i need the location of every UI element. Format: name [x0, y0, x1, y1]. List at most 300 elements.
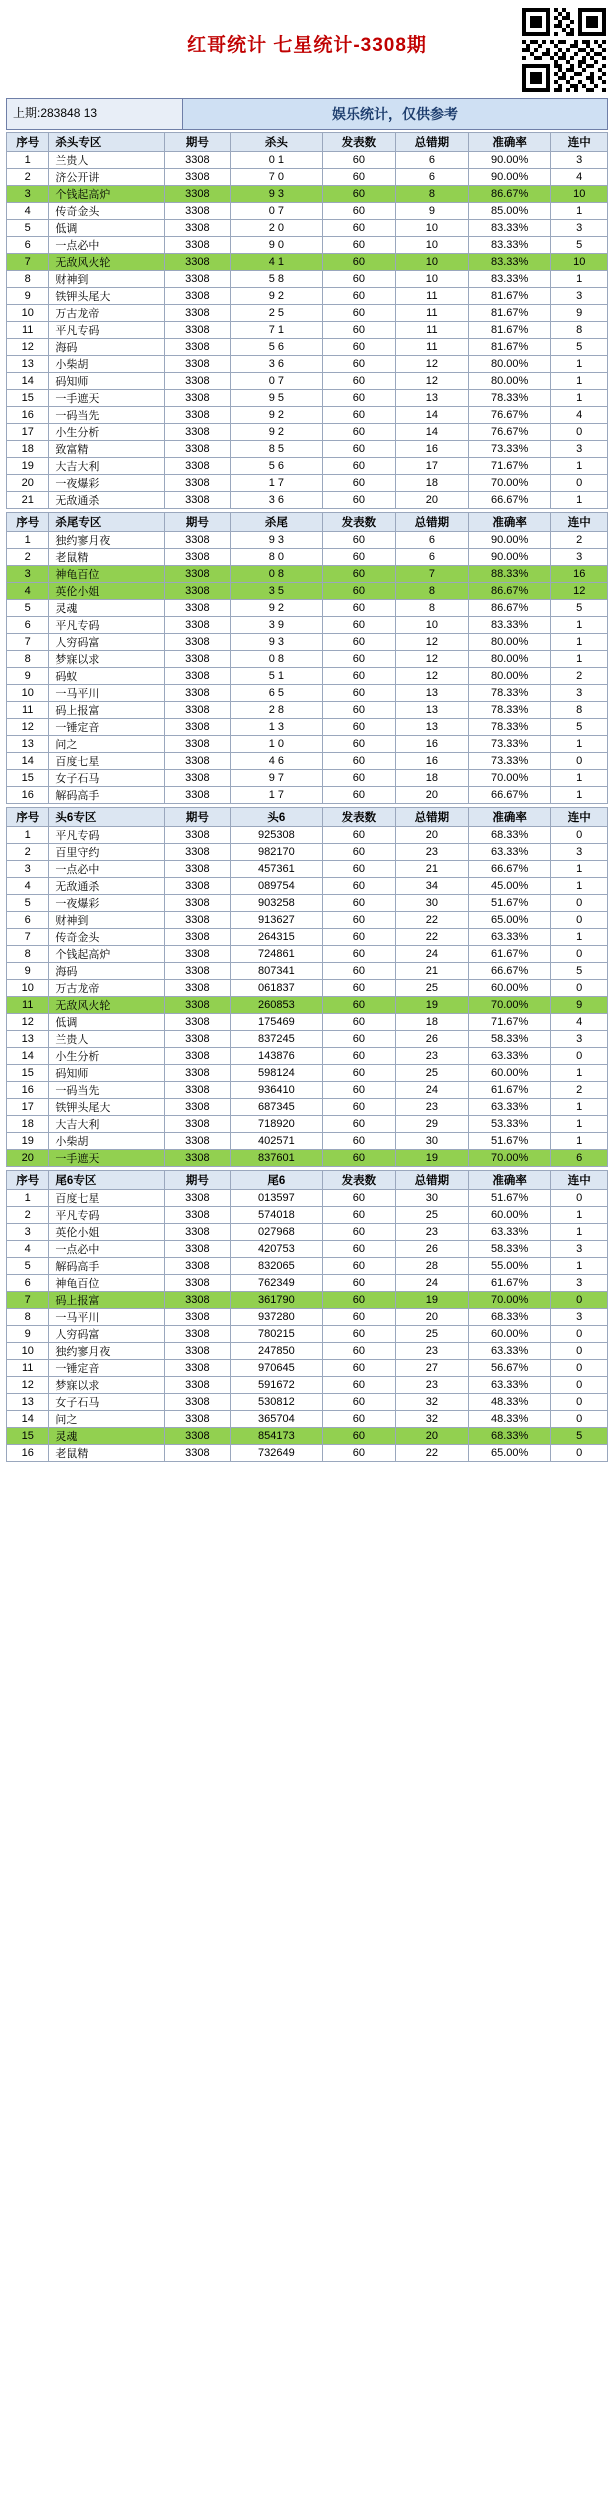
cell-errors: 6 — [395, 549, 468, 566]
cell-index: 5 — [7, 1258, 49, 1275]
cell-errors: 28 — [395, 1258, 468, 1275]
table-row — [7, 1360, 608, 1377]
cell-errors: 16 — [395, 441, 468, 458]
cell-streak: 1 — [551, 878, 608, 895]
cell-streak: 3 — [551, 1241, 608, 1258]
cell-issue: 60 — [322, 169, 395, 186]
cell-errors: 20 — [395, 1309, 468, 1326]
cell-issue: 60 — [322, 878, 395, 895]
cell-streak: 4 — [551, 169, 608, 186]
cell-issue: 60 — [322, 203, 395, 220]
cell-issue: 60 — [322, 1258, 395, 1275]
cell-streak: 0 — [551, 424, 608, 441]
cell-index: 6 — [7, 912, 49, 929]
cell-period: 3308 — [164, 1031, 230, 1048]
cell-errors: 12 — [395, 373, 468, 390]
cell-zone: 神龟百位 — [49, 566, 164, 583]
cell-issue: 60 — [322, 566, 395, 583]
cell-errors: 14 — [395, 407, 468, 424]
cell-index: 12 — [7, 339, 49, 356]
cell-value: 089754 — [230, 878, 322, 895]
cell-errors: 20 — [395, 787, 468, 804]
cell-index: 9 — [7, 1326, 49, 1343]
col-value: 杀尾 — [230, 513, 322, 532]
cell-value: 5 1 — [230, 668, 322, 685]
cell-accuracy: 78.33% — [468, 685, 550, 702]
table-row — [7, 1241, 608, 1258]
cell-streak: 1 — [551, 1116, 608, 1133]
cell-value: 1 0 — [230, 736, 322, 753]
cell-zone: 一锤定音 — [49, 1360, 164, 1377]
cell-issue: 60 — [322, 1099, 395, 1116]
cell-index: 20 — [7, 475, 49, 492]
cell-accuracy: 78.33% — [468, 702, 550, 719]
cell-issue: 60 — [322, 736, 395, 753]
cell-streak: 5 — [551, 339, 608, 356]
cell-index: 18 — [7, 1116, 49, 1133]
cell-issue: 60 — [322, 1377, 395, 1394]
cell-index: 1 — [7, 827, 49, 844]
page-title: 红哥统计 七星统计-3308期 — [187, 35, 427, 56]
cell-streak: 1 — [551, 1133, 608, 1150]
cell-index: 11 — [7, 702, 49, 719]
table-row — [7, 1309, 608, 1326]
table-row — [7, 1411, 608, 1428]
cell-value: 807341 — [230, 963, 322, 980]
cell-streak: 1 — [551, 736, 608, 753]
cell-period: 3308 — [164, 861, 230, 878]
cell-period: 3308 — [164, 1099, 230, 1116]
cell-value: 837601 — [230, 1150, 322, 1167]
table-row — [7, 929, 608, 946]
cell-issue: 60 — [322, 407, 395, 424]
cell-streak: 12 — [551, 583, 608, 600]
cell-issue: 60 — [322, 492, 395, 509]
cell-issue: 60 — [322, 844, 395, 861]
cell-index: 1 — [7, 1190, 49, 1207]
cell-errors: 23 — [395, 1099, 468, 1116]
cell-streak: 5 — [551, 237, 608, 254]
table-row — [7, 475, 608, 492]
table-row — [7, 1014, 608, 1031]
cell-value: 982170 — [230, 844, 322, 861]
cell-streak: 3 — [551, 1275, 608, 1292]
cell-accuracy: 45.00% — [468, 878, 550, 895]
cell-period: 3308 — [164, 305, 230, 322]
cell-issue: 60 — [322, 719, 395, 736]
cell-accuracy: 58.33% — [468, 1031, 550, 1048]
cell-zone: 一点必中 — [49, 861, 164, 878]
cell-accuracy: 63.33% — [468, 1099, 550, 1116]
col-streak: 连中 — [551, 513, 608, 532]
cell-errors: 30 — [395, 1190, 468, 1207]
col-issue: 发表数 — [322, 513, 395, 532]
cell-streak: 2 — [551, 532, 608, 549]
cell-zone: 一点必中 — [49, 1241, 164, 1258]
cell-issue: 60 — [322, 617, 395, 634]
table-row — [7, 1082, 608, 1099]
cell-zone: 人穷码富 — [49, 1326, 164, 1343]
cell-zone: 老鼠精 — [49, 549, 164, 566]
cell-value: 027968 — [230, 1224, 322, 1241]
cell-issue: 60 — [322, 668, 395, 685]
cell-zone: 一夜爆彩 — [49, 895, 164, 912]
cell-zone: 一夜爆彩 — [49, 475, 164, 492]
table-row — [7, 997, 608, 1014]
cell-period: 3308 — [164, 475, 230, 492]
cell-accuracy: 83.33% — [468, 220, 550, 237]
cell-zone: 小柴胡 — [49, 356, 164, 373]
cell-period: 3308 — [164, 220, 230, 237]
cell-period: 3308 — [164, 719, 230, 736]
cell-accuracy: 86.67% — [468, 186, 550, 203]
cell-issue: 60 — [322, 1207, 395, 1224]
cell-streak: 1 — [551, 1258, 608, 1275]
table-row — [7, 1377, 608, 1394]
cell-value: 7 0 — [230, 169, 322, 186]
table-row — [7, 963, 608, 980]
cell-index: 14 — [7, 1048, 49, 1065]
cell-index: 7 — [7, 254, 49, 271]
cell-zone: 一点必中 — [49, 237, 164, 254]
cell-index: 6 — [7, 617, 49, 634]
cell-value: 936410 — [230, 1082, 322, 1099]
cell-zone: 万古龙帝 — [49, 305, 164, 322]
qr-code-icon — [522, 8, 606, 92]
cell-errors: 21 — [395, 963, 468, 980]
cell-index: 8 — [7, 271, 49, 288]
cell-index: 17 — [7, 1099, 49, 1116]
cell-value: 780215 — [230, 1326, 322, 1343]
cell-value: 264315 — [230, 929, 322, 946]
cell-value: 0 7 — [230, 373, 322, 390]
cell-errors: 11 — [395, 305, 468, 322]
cell-streak: 0 — [551, 753, 608, 770]
cell-streak: 1 — [551, 1207, 608, 1224]
table-row — [7, 861, 608, 878]
cell-index: 15 — [7, 770, 49, 787]
cell-index: 5 — [7, 600, 49, 617]
cell-index: 11 — [7, 997, 49, 1014]
cell-value: 903258 — [230, 895, 322, 912]
cell-issue: 60 — [322, 390, 395, 407]
cell-errors: 19 — [395, 1150, 468, 1167]
cell-errors: 23 — [395, 1343, 468, 1360]
cell-value: 247850 — [230, 1343, 322, 1360]
cell-streak: 1 — [551, 1099, 608, 1116]
cell-streak: 1 — [551, 373, 608, 390]
cell-issue: 60 — [322, 583, 395, 600]
cell-value: 0 1 — [230, 152, 322, 169]
cell-accuracy: 80.00% — [468, 634, 550, 651]
cell-zone: 小生分析 — [49, 1048, 164, 1065]
cell-streak: 8 — [551, 322, 608, 339]
cell-zone: 海码 — [49, 339, 164, 356]
cell-errors: 12 — [395, 356, 468, 373]
stats-table-kill-head — [6, 132, 608, 509]
cell-accuracy: 68.33% — [468, 827, 550, 844]
cell-index: 13 — [7, 1394, 49, 1411]
cell-issue: 60 — [322, 237, 395, 254]
cell-issue: 60 — [322, 1224, 395, 1241]
col-accuracy: 准确率 — [468, 1171, 550, 1190]
cell-accuracy: 88.33% — [468, 566, 550, 583]
cell-value: 8 5 — [230, 441, 322, 458]
table-row — [7, 220, 608, 237]
cell-index: 9 — [7, 963, 49, 980]
cell-period: 3308 — [164, 651, 230, 668]
disclaimer-banner: 娱乐统计，仅供参考 — [183, 99, 607, 129]
cell-period: 3308 — [164, 356, 230, 373]
cell-errors: 6 — [395, 152, 468, 169]
cell-index: 10 — [7, 685, 49, 702]
cell-streak: 1 — [551, 458, 608, 475]
cell-zone: 人穷码富 — [49, 634, 164, 651]
cell-accuracy: 81.67% — [468, 339, 550, 356]
cell-streak: 0 — [551, 1190, 608, 1207]
cell-value: 2 0 — [230, 220, 322, 237]
cell-issue: 60 — [322, 1082, 395, 1099]
cell-zone: 码知师 — [49, 373, 164, 390]
cell-period: 3308 — [164, 1275, 230, 1292]
cell-period: 3308 — [164, 407, 230, 424]
cell-index: 10 — [7, 305, 49, 322]
cell-value: 837245 — [230, 1031, 322, 1048]
cell-zone: 铁钾头尾大 — [49, 1099, 164, 1116]
cell-period: 3308 — [164, 844, 230, 861]
cell-accuracy: 63.33% — [468, 1224, 550, 1241]
cell-value: 361790 — [230, 1292, 322, 1309]
cell-issue: 60 — [322, 1116, 395, 1133]
cell-streak: 0 — [551, 1394, 608, 1411]
cell-errors: 23 — [395, 1377, 468, 1394]
table-row — [7, 186, 608, 203]
cell-issue: 60 — [322, 1343, 395, 1360]
cell-zone: 码上报富 — [49, 1292, 164, 1309]
cell-issue: 60 — [322, 685, 395, 702]
col-index: 序号 — [7, 513, 49, 532]
cell-errors: 22 — [395, 912, 468, 929]
cell-zone: 解码高手 — [49, 787, 164, 804]
cell-period: 3308 — [164, 1082, 230, 1099]
cell-errors: 29 — [395, 1116, 468, 1133]
cell-accuracy: 83.33% — [468, 271, 550, 288]
cell-issue: 60 — [322, 152, 395, 169]
cell-period: 3308 — [164, 1241, 230, 1258]
cell-value: 832065 — [230, 1258, 322, 1275]
table-row — [7, 1445, 608, 1462]
cell-period: 3308 — [164, 685, 230, 702]
cell-streak: 0 — [551, 1292, 608, 1309]
cell-issue: 60 — [322, 1411, 395, 1428]
cell-accuracy: 78.33% — [468, 390, 550, 407]
cell-errors: 22 — [395, 929, 468, 946]
cell-issue: 60 — [322, 651, 395, 668]
cell-period: 3308 — [164, 787, 230, 804]
cell-issue: 60 — [322, 1150, 395, 1167]
cell-accuracy: 78.33% — [468, 719, 550, 736]
cell-zone: 女子石马 — [49, 770, 164, 787]
cell-errors: 24 — [395, 1082, 468, 1099]
cell-value: 854173 — [230, 1428, 322, 1445]
cell-zone: 无敌风火轮 — [49, 997, 164, 1014]
cell-zone: 平凡专码 — [49, 617, 164, 634]
table-row — [7, 549, 608, 566]
cell-issue: 60 — [322, 305, 395, 322]
cell-period: 3308 — [164, 1326, 230, 1343]
cell-value: 061837 — [230, 980, 322, 997]
table-row — [7, 305, 608, 322]
cell-index: 5 — [7, 895, 49, 912]
col-errors: 总错期 — [395, 1171, 468, 1190]
cell-accuracy: 61.67% — [468, 1275, 550, 1292]
cell-period: 3308 — [164, 322, 230, 339]
cell-period: 3308 — [164, 1048, 230, 1065]
cell-zone: 梦寐以求 — [49, 1377, 164, 1394]
cell-accuracy: 76.67% — [468, 407, 550, 424]
cell-issue: 60 — [322, 787, 395, 804]
cell-zone: 独约寥月夜 — [49, 1343, 164, 1360]
cell-index: 20 — [7, 1150, 49, 1167]
cell-accuracy: 61.67% — [468, 1082, 550, 1099]
cell-accuracy: 65.00% — [468, 1445, 550, 1462]
cell-zone: 传奇金头 — [49, 929, 164, 946]
cell-index: 2 — [7, 844, 49, 861]
table-row — [7, 407, 608, 424]
cell-period: 3308 — [164, 1360, 230, 1377]
cell-value: 4 6 — [230, 753, 322, 770]
cell-issue: 60 — [322, 1031, 395, 1048]
cell-period: 3308 — [164, 339, 230, 356]
cell-zone: 一手遮天 — [49, 1150, 164, 1167]
cell-streak: 1 — [551, 271, 608, 288]
cell-period: 3308 — [164, 566, 230, 583]
cell-issue: 60 — [322, 254, 395, 271]
table-row — [7, 356, 608, 373]
cell-index: 15 — [7, 1428, 49, 1445]
cell-index: 2 — [7, 1207, 49, 1224]
table-row — [7, 946, 608, 963]
cell-index: 19 — [7, 458, 49, 475]
cell-period: 3308 — [164, 1133, 230, 1150]
cell-streak: 1 — [551, 929, 608, 946]
cell-index: 4 — [7, 1241, 49, 1258]
table-row — [7, 532, 608, 549]
cell-zone: 百度七星 — [49, 1190, 164, 1207]
cell-issue: 60 — [322, 424, 395, 441]
cell-issue: 60 — [322, 1309, 395, 1326]
cell-errors: 25 — [395, 980, 468, 997]
col-streak: 连中 — [551, 133, 608, 152]
cell-zone: 兰贵人 — [49, 152, 164, 169]
cell-period: 3308 — [164, 895, 230, 912]
cell-index: 13 — [7, 1031, 49, 1048]
cell-accuracy: 56.67% — [468, 1360, 550, 1377]
table-row — [7, 702, 608, 719]
cell-index: 14 — [7, 1411, 49, 1428]
col-zone: 头6专区 — [49, 808, 164, 827]
table-header-row — [7, 1171, 608, 1190]
table-header-row — [7, 133, 608, 152]
table-row — [7, 203, 608, 220]
cell-index: 7 — [7, 634, 49, 651]
cell-zone: 无敌通杀 — [49, 492, 164, 509]
cell-issue: 60 — [322, 532, 395, 549]
cell-value: 8 0 — [230, 549, 322, 566]
cell-index: 16 — [7, 1082, 49, 1099]
cell-index: 8 — [7, 946, 49, 963]
cell-accuracy: 80.00% — [468, 356, 550, 373]
col-accuracy: 准确率 — [468, 133, 550, 152]
cell-period: 3308 — [164, 770, 230, 787]
cell-index: 11 — [7, 1360, 49, 1377]
table-row — [7, 322, 608, 339]
cell-period: 3308 — [164, 912, 230, 929]
cell-errors: 23 — [395, 1048, 468, 1065]
cell-index: 17 — [7, 424, 49, 441]
col-zone: 杀头专区 — [49, 133, 164, 152]
table-row — [7, 424, 608, 441]
table-row — [7, 1190, 608, 1207]
cell-errors: 6 — [395, 169, 468, 186]
cell-streak: 3 — [551, 441, 608, 458]
cell-errors: 12 — [395, 668, 468, 685]
cell-accuracy: 66.67% — [468, 861, 550, 878]
cell-accuracy: 60.00% — [468, 1065, 550, 1082]
cell-issue: 60 — [322, 549, 395, 566]
cell-issue: 60 — [322, 339, 395, 356]
table-row — [7, 895, 608, 912]
stats-table-head6 — [6, 807, 608, 1167]
cell-issue: 60 — [322, 1394, 395, 1411]
cell-issue: 60 — [322, 322, 395, 339]
cell-accuracy: 66.67% — [468, 963, 550, 980]
table-row — [7, 651, 608, 668]
cell-streak: 1 — [551, 787, 608, 804]
cell-issue: 60 — [322, 912, 395, 929]
cell-period: 3308 — [164, 617, 230, 634]
cell-streak: 1 — [551, 492, 608, 509]
cell-errors: 26 — [395, 1241, 468, 1258]
table-row — [7, 719, 608, 736]
cell-value: 9 2 — [230, 407, 322, 424]
cell-errors: 24 — [395, 1275, 468, 1292]
cell-errors: 20 — [395, 827, 468, 844]
cell-errors: 10 — [395, 617, 468, 634]
col-zone: 杀尾专区 — [49, 513, 164, 532]
cell-zone: 平凡专码 — [49, 322, 164, 339]
cell-zone: 梦寐以求 — [49, 651, 164, 668]
cell-value: 0 7 — [230, 203, 322, 220]
cell-accuracy: 81.67% — [468, 305, 550, 322]
col-index: 序号 — [7, 808, 49, 827]
col-value: 杀头 — [230, 133, 322, 152]
cell-errors: 24 — [395, 946, 468, 963]
cell-index: 12 — [7, 1014, 49, 1031]
cell-issue: 60 — [322, 1360, 395, 1377]
cell-index: 7 — [7, 1292, 49, 1309]
cell-errors: 18 — [395, 475, 468, 492]
cell-index: 13 — [7, 356, 49, 373]
cell-period: 3308 — [164, 997, 230, 1014]
cell-issue: 60 — [322, 895, 395, 912]
cell-errors: 6 — [395, 532, 468, 549]
cell-streak: 8 — [551, 702, 608, 719]
cell-errors: 26 — [395, 1031, 468, 1048]
col-issue: 发表数 — [322, 1171, 395, 1190]
cell-period: 3308 — [164, 736, 230, 753]
table-row — [7, 583, 608, 600]
